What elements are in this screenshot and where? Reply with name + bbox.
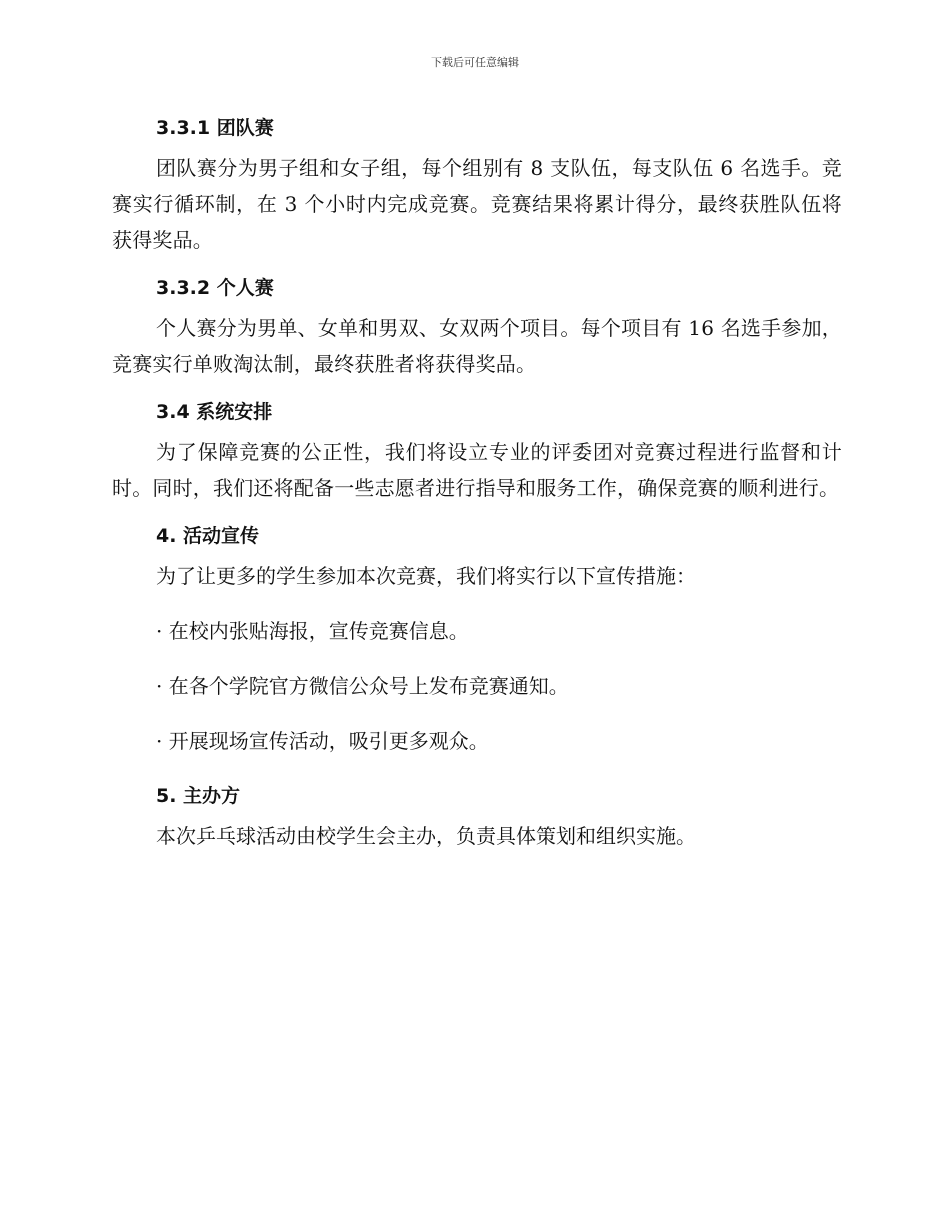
section-paragraph-5: 本次乒乓球活动由校学生会主办，负责具体策划和组织实施。 bbox=[156, 824, 696, 848]
section-intro-4: 为了让更多的学生参加本次竞赛，我们将实行以下宣传措施： bbox=[156, 564, 696, 588]
section-heading-3-3-1: 3.3.1 团队赛 bbox=[156, 117, 274, 139]
section-heading-4: 4. 活动宣传 bbox=[156, 525, 260, 547]
document-body bbox=[112, 110, 842, 873]
list-item: · 在各个学院官方微信公众号上发布竞赛通知。 bbox=[156, 674, 569, 698]
list-item: · 在校内张贴海报，宣传竞赛信息。 bbox=[156, 619, 469, 643]
page-header-note: 下载后可任意编辑 bbox=[431, 56, 519, 69]
section-paragraph-3-3-2: 个人赛分为男单、女单和男双、女双两个项目。每个项目有 16 名选手参加，竞赛实行单败淘汰制，最终获胜者将获得奖品。 bbox=[112, 316, 842, 376]
list-item: · 开展现场宣传活动，吸引更多观众。 bbox=[156, 729, 489, 753]
section-heading-3-3-2: 3.3.2 个人赛 bbox=[156, 277, 274, 299]
section-heading-3-4: 3.4 系统安排 bbox=[156, 401, 273, 423]
section-paragraph-3-3-1: 团队赛分为男子组和女子组，每个组别有 8 支队伍，每支队伍 6 名选手。竞赛实行循环制，在 3 个小时内完成竞赛。竞赛结果将累计得分，最终获胜队伍将获得奖品。 bbox=[112, 156, 842, 252]
section-paragraph-3-4: 为了保障竞赛的公正性，我们将设立专业的评委团对竞赛过程进行监督和计时。同时，我们还将配备一些志愿者进行指导和服务工作，确保竞赛的顺利进行。 bbox=[112, 440, 842, 500]
section-heading-5: 5. 主办方 bbox=[156, 785, 241, 807]
